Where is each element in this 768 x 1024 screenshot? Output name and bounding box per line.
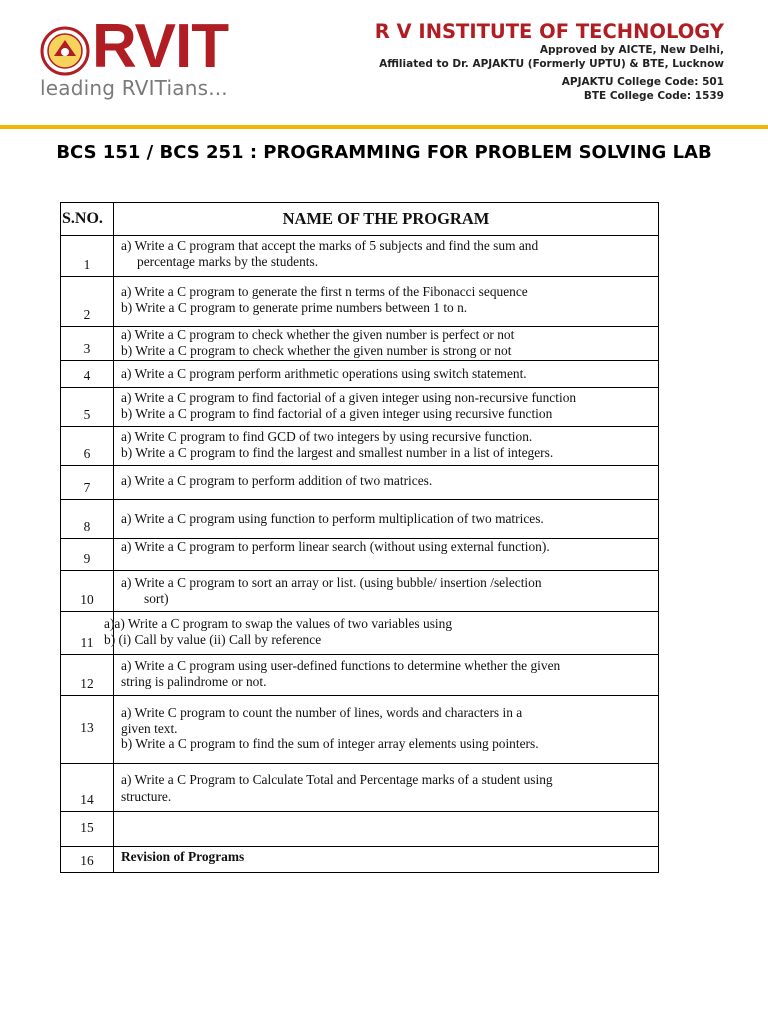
row-sno: 1 — [61, 236, 114, 277]
column-header-program-name: NAME OF THE PROGRAM — [114, 203, 659, 236]
row-sno: 5 — [61, 388, 114, 427]
row-sno: 12 — [61, 655, 114, 696]
row-sno: 6 — [61, 427, 114, 466]
program-cell — [114, 361, 659, 388]
header-divider — [0, 125, 768, 129]
program-cell — [114, 764, 659, 812]
program-line: a)a) Write a C program to swap the values of two variables using — [104, 616, 453, 631]
program-cell — [114, 388, 659, 427]
program-cell — [114, 696, 659, 764]
row-sno: 8 — [61, 500, 114, 539]
program-line: a) Write a C program to generate the first n terms of the Fibonacci sequence — [121, 284, 528, 299]
program-line: a) Write a C program that accept the marks of 5 subjects and find the sum and — [121, 238, 539, 253]
affiliation-line: Affiliated to Dr. APJAKTU (Formerly UPTU) & BTE, Lucknow — [379, 58, 724, 70]
program-line: a) Write a C program to check whether the given number is perfect or not — [121, 327, 515, 342]
table-row — [61, 327, 659, 361]
program-cell — [114, 655, 659, 696]
program-line: given text. — [121, 720, 178, 736]
row-sno: 9 — [61, 539, 114, 571]
row-sno: 2 — [61, 277, 114, 327]
program-line: b) Write a C program to find the sum of integer array elements using pointers. — [121, 736, 539, 751]
program-cell — [114, 466, 659, 500]
document-title: BCS 151 / BCS 251 : PROGRAMMING FOR PROBLEM SOLVING LAB — [56, 142, 712, 163]
row-sno: 4 — [61, 361, 114, 388]
program-line: a) Write a C program to perform addition of two matrices. — [121, 473, 433, 488]
program-line: a) Write a C program to sort an array or list. (using bubble/ insertion /selection — [121, 575, 542, 590]
table-row — [61, 277, 659, 327]
program-cell-empty — [114, 812, 659, 847]
program-line: string is palindrome or not. — [121, 674, 267, 689]
row-sno: 10 — [61, 571, 114, 612]
row-sno: 14 — [61, 764, 114, 812]
table-row — [61, 696, 659, 764]
program-line: b) Write a C program to find the largest and smallest number in a list of integers. — [121, 445, 554, 460]
table-row — [61, 764, 659, 812]
program-cell — [114, 539, 659, 571]
program-list-table — [60, 202, 659, 873]
program-line: b) Write a C program to generate prime numbers between 1 to n. — [121, 300, 468, 315]
table-row — [61, 812, 659, 847]
program-line: a) Write a C program perform arithmetic operations using switch statement. — [121, 366, 527, 381]
table-row — [61, 388, 659, 427]
program-line: structure. — [121, 789, 172, 804]
table-row — [61, 500, 659, 539]
program-line: Revision of Programs — [121, 849, 245, 864]
program-line: a) Write C program to find GCD of two integers by using recursive function. — [121, 429, 533, 444]
logo-wordmark: RVIT — [92, 12, 229, 81]
program-line: sort) — [144, 591, 169, 606]
table-row — [61, 847, 659, 873]
row-sno: 11 — [61, 612, 114, 655]
program-cell — [114, 236, 659, 277]
program-line: a) Write a C program using function to perform multiplication of two matrices. — [121, 511, 544, 526]
row-sno: 3 — [61, 327, 114, 361]
column-header-sno: S.NO. — [61, 203, 114, 236]
program-cell — [104, 612, 659, 655]
program-line: a) Write a C program to perform linear search (without using external function). — [121, 539, 550, 554]
institute-name: R V INSTITUTE OF TECHNOLOGY — [374, 20, 724, 43]
row-sno: 16 — [61, 847, 114, 873]
program-line: b) Write a C program to find factorial of a given integer using recursive function — [121, 406, 553, 421]
program-line: percentage marks by the students. — [137, 254, 319, 269]
program-line: a) Write a C program using user-defined functions to determine whether the given — [121, 658, 561, 673]
table-row — [61, 361, 659, 388]
college-seal-logo — [40, 26, 90, 76]
table-row — [61, 571, 659, 612]
approval-line: Approved by AICTE, New Delhi, — [539, 44, 724, 56]
table-row — [61, 655, 659, 696]
row-sno: 15 — [61, 812, 114, 847]
program-cell — [114, 327, 659, 361]
apjaktu-code: APJAKTU College Code: 501 — [561, 76, 724, 88]
program-cell — [114, 427, 659, 466]
program-line: b) (i) Call by value (ii) Call by reference — [104, 632, 322, 647]
logo-tagline: leading RVITians... — [40, 76, 228, 100]
program-cell — [114, 500, 659, 539]
row-sno: 7 — [61, 466, 114, 500]
program-cell — [114, 847, 659, 873]
table-row — [61, 539, 659, 571]
program-cell — [114, 571, 659, 612]
table-row — [61, 612, 659, 655]
table-row — [61, 466, 659, 500]
table-header-row — [61, 203, 659, 236]
program-line: b) Write a C program to check whether the given number is strong or not — [121, 342, 512, 358]
bte-code: BTE College Code: 1539 — [583, 90, 724, 102]
row-sno: 13 — [61, 696, 114, 764]
program-cell — [114, 277, 659, 327]
program-line: a) Write a C Program to Calculate Total and Percentage marks of a student using — [121, 772, 553, 787]
program-line: a) Write C program to count the number of lines, words and characters in a — [121, 705, 523, 720]
program-line: a) Write a C program to find factorial of a given integer using non-recursive function — [121, 390, 577, 405]
table-row — [61, 427, 659, 466]
table-row — [61, 236, 659, 277]
